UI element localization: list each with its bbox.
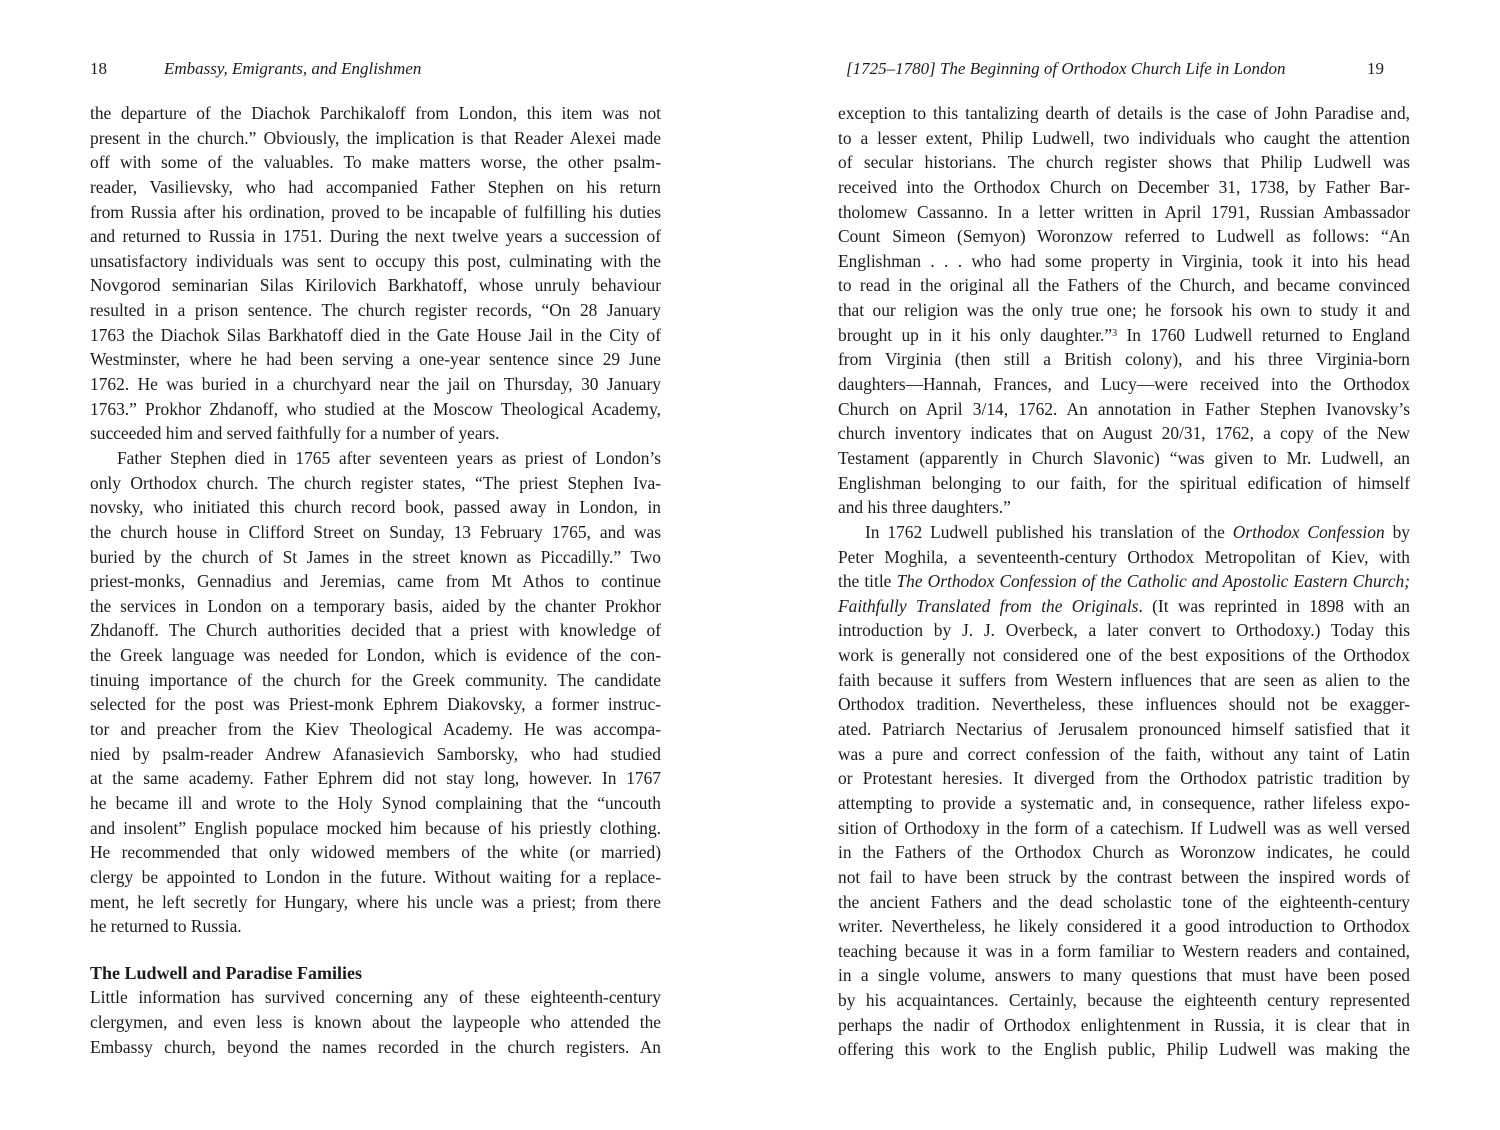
text-line: novsky, who initiated this church record book, passed away in London, in xyxy=(90,497,661,518)
text-line xyxy=(838,569,1410,594)
text-line: succeeded him and served faithfully for a number of years. xyxy=(90,423,500,444)
text-line: only Orthodox church. The church register states, “The priest Stephen Iva- xyxy=(90,472,661,493)
text-line: and insolent” English populace mocked him because of his priestly clothing. xyxy=(90,817,661,838)
text-line: reader, Vasilievsky, who had accompanied Father Stephen on his return xyxy=(90,176,661,197)
running-head xyxy=(846,56,1286,82)
text-line: Embassy church, beyond the names recorded in the church registers. An xyxy=(90,1036,661,1057)
text-line: Orthodox tradition. Nevertheless, these influences should not be exagger- xyxy=(838,694,1410,715)
text-line: the services in London on a temporary basis, aided by the chanter Prokhor xyxy=(90,595,661,616)
text-line: he returned to Russia. xyxy=(90,916,242,937)
text-line xyxy=(838,594,1410,619)
text-line: Westminster, where he had been serving a one-year sentence since 29 June xyxy=(90,349,661,370)
text-line: to a lesser extent, Philip Ludwell, two individuals who caught the attention xyxy=(838,127,1410,148)
text-line: from Russia after his ordination, proved to be incapable of fulfilling his duties xyxy=(90,201,661,222)
text-line: 1762. He was buried in a churchyard near the jail on Thursday, 30 January xyxy=(90,374,661,395)
page-number: 19 xyxy=(1367,59,1384,78)
text-line: resulted in a prison sentence. The church register records, “On 28 January xyxy=(90,300,661,321)
text-line: Zhdanoff. The Church authorities decided that a priest with knowledge of xyxy=(90,620,661,641)
text-line: ment, he left secretly for Hungary, where his uncle was a priest; from there xyxy=(90,891,661,912)
text-segment: In 1760 Ludwell returned to England xyxy=(1117,324,1410,345)
text-line: church inventory indicates that on August 20/31, 1762, a copy of the New xyxy=(838,423,1410,444)
text-segment: by xyxy=(1384,521,1410,542)
book-title: Faithfully Translated from the Originals xyxy=(838,595,1139,616)
text-line: the departure of the Diachok Parchikaloff from London, this item was not xyxy=(90,103,661,123)
text-line: 1763.” Prokhor Zhdanoff, who studied at the Moscow Theological Academy, xyxy=(90,398,661,419)
text-segment: In 1762 Ludwell published his translation of the xyxy=(865,521,1233,542)
paragraph-1 xyxy=(838,101,1410,520)
text-line: Count Simeon (Semyon) Woronzow referred to Ludwell as follows: “An xyxy=(838,226,1410,247)
text-line: teaching because it was in a form familiar to Western readers and contained, xyxy=(838,940,1410,961)
text-line: he became ill and wrote to the Holy Synod complaining that the “uncouth xyxy=(90,792,661,813)
text-line: Peter Moghila, a seventeenth-century Orthodox Metropolitan of Kiev, with xyxy=(838,546,1410,567)
paragraph-3 xyxy=(90,985,661,1059)
text-line: tinuing importance of the church for the Greek community. The candidate xyxy=(90,669,661,690)
text-line: unsatisfactory individuals was sent to occupy this post, culminating with the xyxy=(90,250,661,271)
text-line: in a single volume, answers to many questions that must have been posed xyxy=(838,965,1410,986)
running-head xyxy=(164,56,421,82)
running-head-text: Embassy, Emigrants, and Englishmen xyxy=(164,59,422,78)
text-line: He recommended that only widowed members of the white (or married) xyxy=(90,842,661,863)
text-line xyxy=(838,520,1410,545)
book-title: Orthodox Confession xyxy=(1232,521,1385,542)
text-line: buried by the church of St James in the street known as Piccadilly.” Two xyxy=(90,546,661,567)
text-line xyxy=(838,323,1410,348)
text-line: not fail to have been struck by the contrast between the inspired words of xyxy=(838,866,1410,887)
text-line: 1763 the Diachok Silas Barkhatoff died in the Gate House Jail in the City of xyxy=(90,324,661,345)
text-line: from Virginia (then still a British colony), and his three Virginia-born xyxy=(838,349,1410,370)
text-line: Father Stephen died in 1765 after seventeen years as priest of London’s xyxy=(117,447,661,468)
footnote-reference[interactable]: 3 xyxy=(1112,327,1118,339)
text-line: nied by psalm-reader Andrew Afanasievich Samborsky, who had studied xyxy=(90,743,661,764)
text-line: Church on April 3/14, 1762. An annotation in Father Stephen Ivanovsky’s xyxy=(838,398,1410,419)
text-line: perhaps the nadir of Orthodox enlightenment in Russia, it is clear that in xyxy=(838,1014,1410,1035)
paragraph-2 xyxy=(90,446,661,939)
text-line: selected for the post was Priest-monk Ephrem Diakovsky, a former instruc- xyxy=(90,694,661,715)
text-line: daughters—Hannah, Frances, and Lucy—were received into the Orthodox xyxy=(838,374,1410,395)
text-line: Englishman belonging to our faith, for the spiritual edification of himself xyxy=(838,472,1410,493)
section-heading: The Ludwell and Paradise Families xyxy=(90,962,363,983)
text-line: clergymen, and even less is known about the laypeople who attended the xyxy=(90,1012,661,1033)
text-line: tor and preacher from the Kiev Theological Academy. He was accompa- xyxy=(90,719,661,740)
text-line: and returned to Russia in 1751. During the next twelve years a succession of xyxy=(90,226,661,247)
text-line: present in the church.” Obviously, the implication is that Reader Alexei made xyxy=(90,127,661,148)
text-line: received into the Orthodox Church on December 31, 1738, by Father Bar- xyxy=(838,176,1410,197)
text-line: or Protestant heresies. It diverged from the Orthodox patristic tradition by xyxy=(838,768,1410,789)
text-line: of secular historians. The church register shows that Philip Ludwell was xyxy=(838,152,1410,173)
text-line: exception to this tantalizing dearth of details is the case of John Paradise and, xyxy=(838,103,1410,123)
text-line: that our religion was the only true one; he forsook his own to study it and xyxy=(838,300,1410,321)
text-line: Testament (apparently in Church Slavonic) “was given to Mr. Ludwell, an xyxy=(838,447,1410,468)
text-line: in the Fathers of the Orthodox Church as Woronzow indicates, he could xyxy=(838,842,1410,863)
text-line: by his acquaintances. Certainly, because the eighteenth century represented xyxy=(838,990,1410,1011)
right-page xyxy=(750,0,1500,1130)
text-line: faith because it suffers from Western influences that are seen as alien to the xyxy=(838,669,1410,690)
text-segment: the title xyxy=(838,571,897,592)
text-line: and his three daughters.” xyxy=(838,497,1011,518)
text-line: sition of Orthodoxy in the form of a catechism. If Ludwell was as well versed xyxy=(838,817,1410,838)
text-line: work is generally not considered one of the best expositions of the Orthodox xyxy=(838,645,1410,666)
text-line: the church house in Clifford Street on Sunday, 13 February 1765, and was xyxy=(90,521,661,542)
text-segment: brought up in it his only daughter.” xyxy=(838,324,1113,345)
text-line: at the same academy. Father Ephrem did not stay long, however. In 1767 xyxy=(90,768,661,789)
text-line: the Greek language was needed for London, which is evidence of the con- xyxy=(90,645,661,666)
text-line: off with some of the valuables. To make matters worse, the other psalm- xyxy=(90,152,661,173)
paragraph-1 xyxy=(90,101,661,446)
text-line: was a pure and correct confession of the faith, without any taint of Latin xyxy=(838,743,1410,764)
text-line: priest-monks, Gennadius and Jeremias, came from Mt Athos to continue xyxy=(90,571,661,592)
text-line: Englishman . . . who had some property in Virginia, took it into his head xyxy=(838,250,1410,271)
paragraph-2 xyxy=(838,520,1410,1062)
text-line: the ancient Fathers and the dead scholastic tone of the eighteenth-century xyxy=(838,891,1410,912)
text-line: offering this work to the English public, Philip Ludwell was making the xyxy=(838,1039,1410,1060)
text-line: writer. Nevertheless, he likely considered it a good introduction to Orthodox xyxy=(838,916,1410,937)
book-title: The Orthodox Confession of the Catholic and Apostolic Eastern Church; xyxy=(896,571,1410,592)
text-segment: . (It was reprinted in 1898 with an xyxy=(1138,595,1410,616)
right-page-body xyxy=(838,101,1410,1062)
text-line: attempting to provide a systematic and, in consequence, rather lifeless expo- xyxy=(838,792,1410,813)
left-page-body xyxy=(90,101,661,1059)
text-line: tholomew Cassanno. In a letter written in April 1791, Russian Ambassador xyxy=(838,201,1410,222)
text-line: clergy be appointed to London in the future. Without waiting for a replace- xyxy=(90,866,661,887)
text-line: Novgorod seminarian Silas Kirilovich Barkhatoff, whose unruly behaviour xyxy=(90,275,661,296)
text-line: Little information has survived concerning any of these eighteenth-century xyxy=(90,987,661,1008)
text-line: to read in the original all the Fathers of the Church, and became convinced xyxy=(838,275,1410,296)
page-number: 18 xyxy=(90,59,107,78)
text-line: ated. Patriarch Nectarius of Jerusalem pronounced himself satisfied that it xyxy=(838,719,1410,740)
text-line: introduction by J. J. Overbeck, a later convert to Orthodoxy.) Today this xyxy=(838,620,1410,641)
running-head-text: [1725–1780] The Beginning of Orthodox Church Life in London xyxy=(846,59,1286,78)
